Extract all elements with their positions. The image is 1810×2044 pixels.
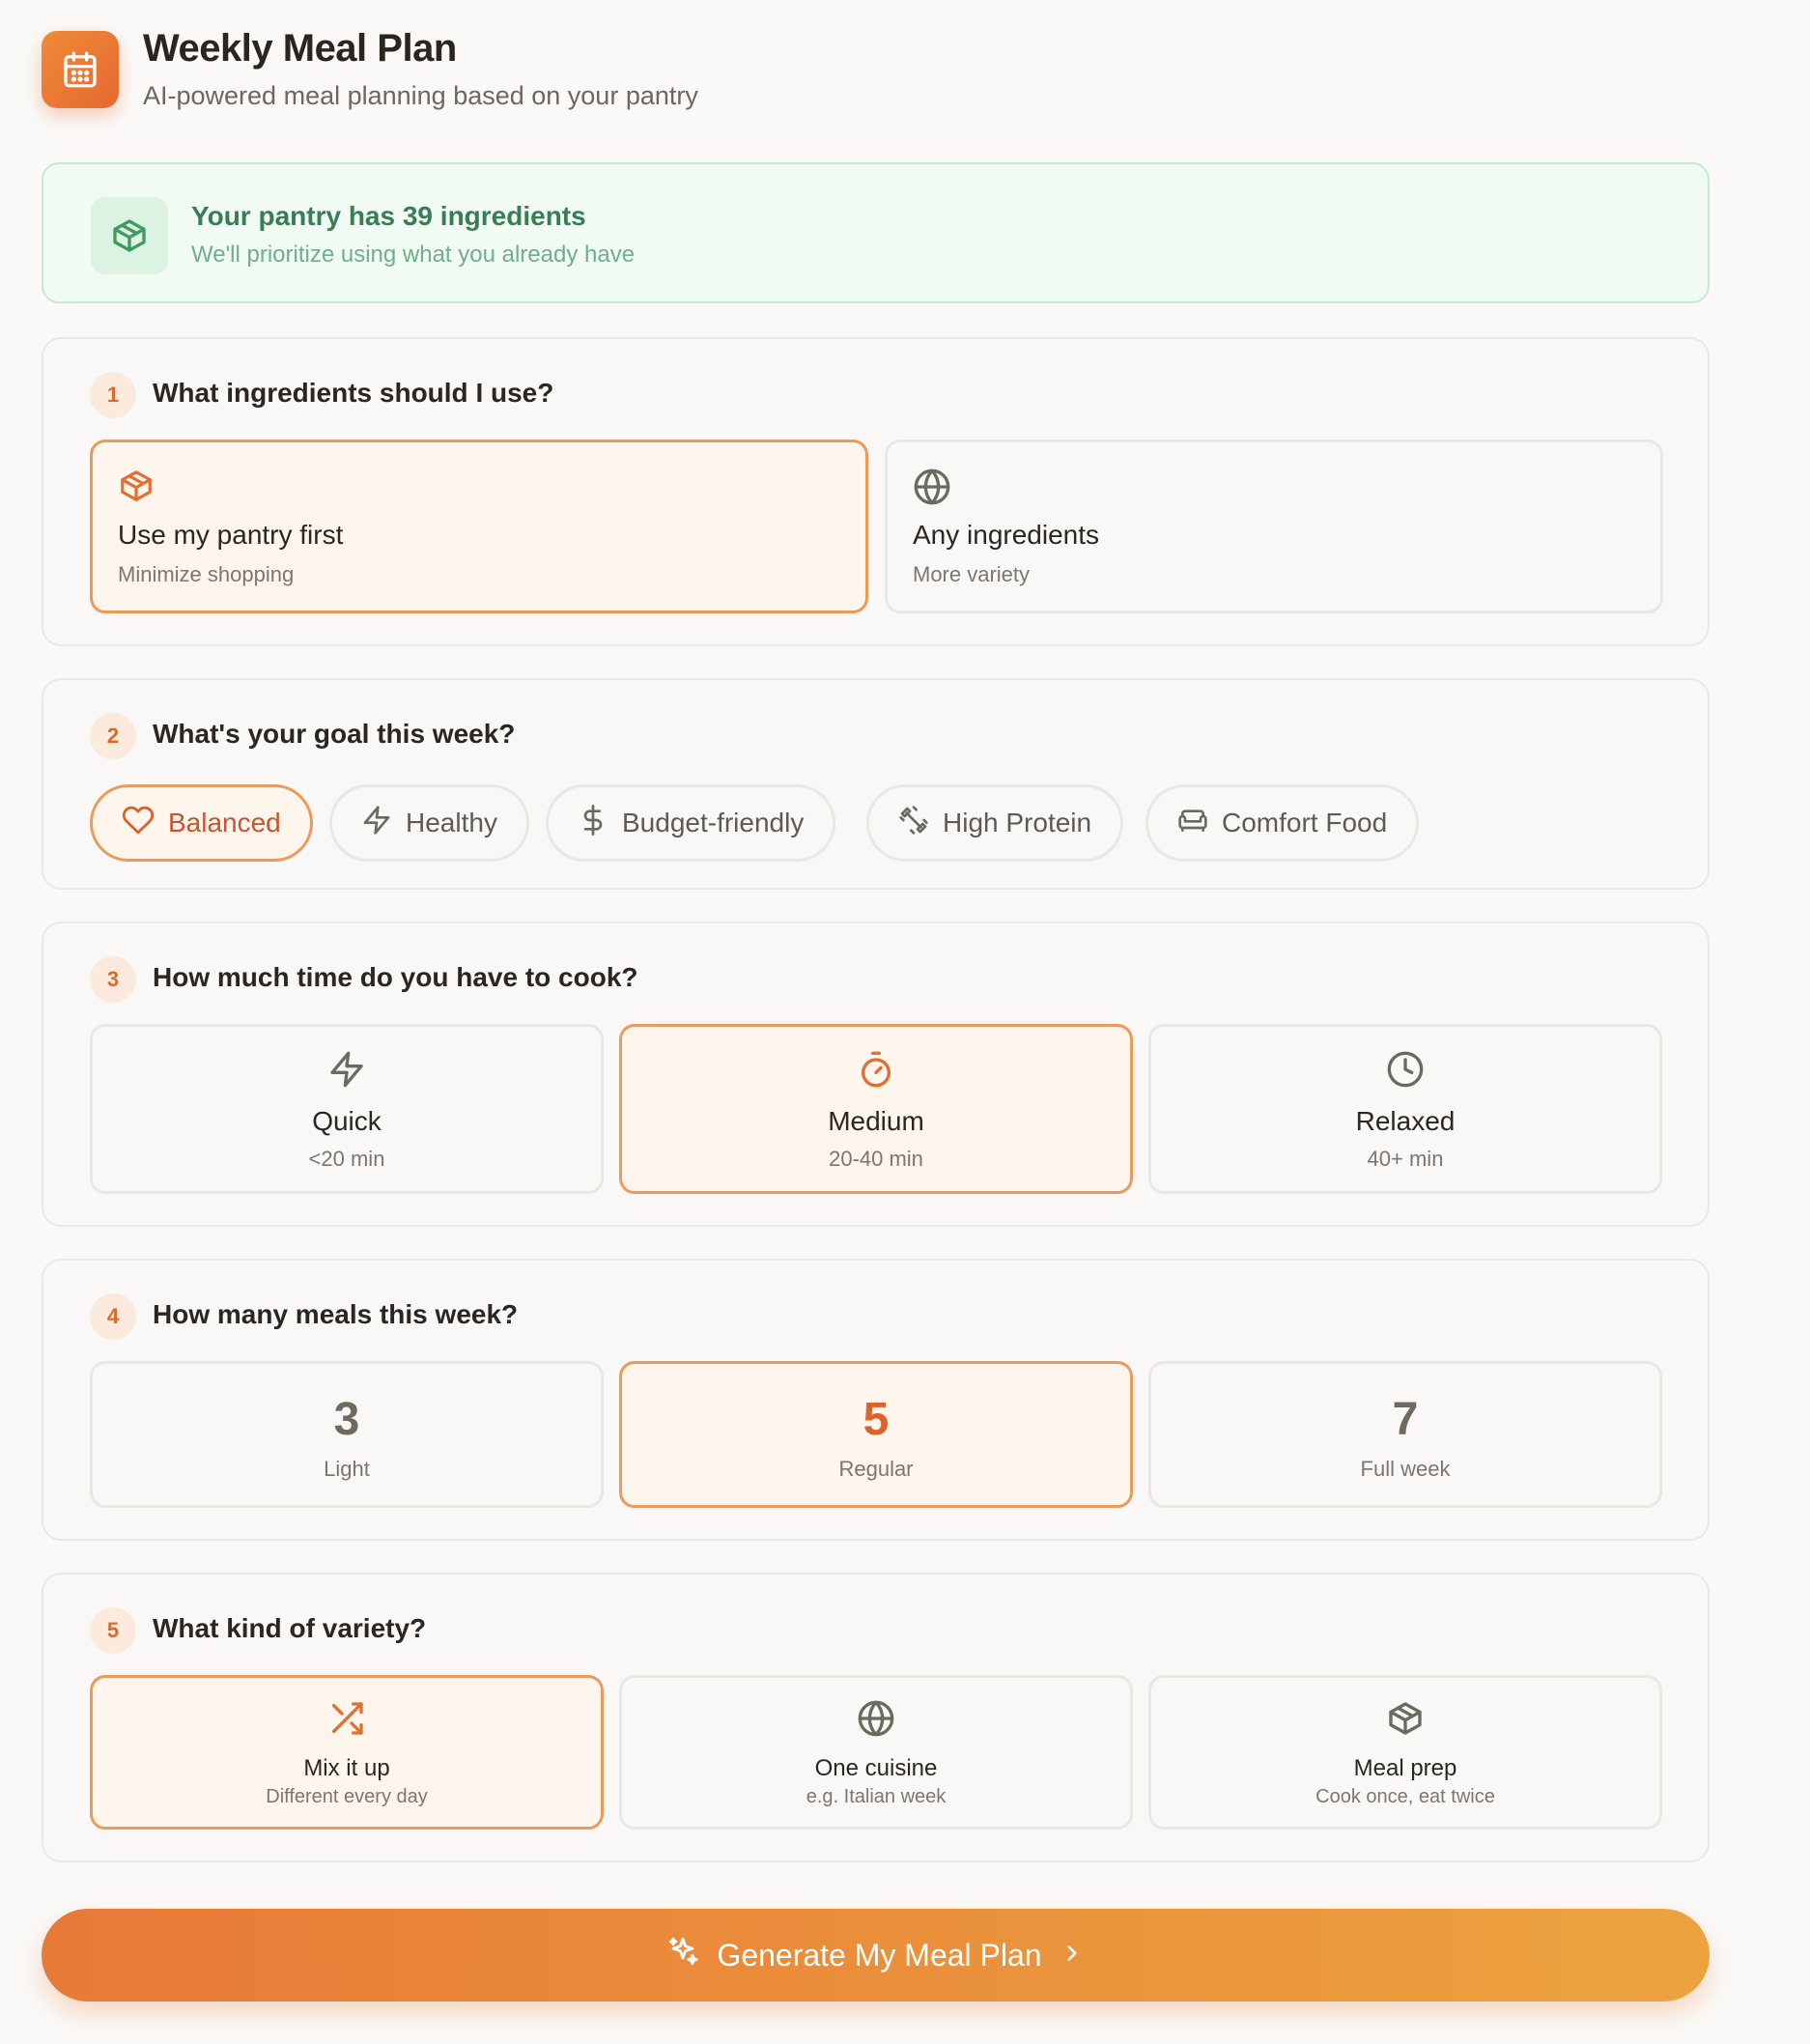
step-2-card: [42, 678, 1710, 890]
pantry-title: Your pantry has 39 ingredients: [191, 201, 586, 231]
step-number: 4: [90, 1293, 136, 1340]
option-sub: Full week: [1360, 1457, 1451, 1481]
option-label: Relaxed: [1355, 1106, 1456, 1136]
heart-icon: [122, 804, 155, 843]
goal-budget-friendly-pill[interactable]: [546, 784, 835, 862]
globe-icon: [913, 468, 951, 511]
generate-meal-plan-button[interactable]: [42, 1909, 1710, 2001]
step-3-card: [42, 922, 1710, 1227]
step-question: How many meals this week?: [153, 1299, 519, 1329]
pill-label: High Protein: [943, 808, 1092, 837]
sparkles-icon: [666, 1935, 699, 1975]
option-label: Any ingredients: [913, 520, 1100, 550]
option-sub: <20 min: [308, 1147, 385, 1171]
step-number: 5: [90, 1607, 136, 1654]
step-number: 2: [90, 713, 136, 759]
option-sub: Minimize shopping: [118, 562, 295, 586]
step-number: 3: [90, 956, 136, 1003]
option-sub: Cook once, eat twice: [1315, 1786, 1495, 1807]
variety-meal-prep-option[interactable]: [1148, 1675, 1662, 1830]
option-sub: 20-40 min: [829, 1147, 923, 1171]
meal-count: 5: [863, 1394, 890, 1445]
option-sub: Different every day: [266, 1786, 428, 1807]
option-label: Use my pantry first: [118, 520, 344, 550]
chevron-right-icon: [1060, 1938, 1085, 1973]
package-icon: [1151, 1699, 1659, 1738]
goal-balanced-pill[interactable]: [90, 784, 313, 862]
variety-mix-it-up-option[interactable]: [90, 1675, 604, 1830]
step-4-card: [42, 1259, 1710, 1541]
meal-count: 7: [1392, 1394, 1419, 1445]
option-label: Meal prep: [1353, 1755, 1457, 1781]
option-sub: e.g. Italian week: [806, 1786, 947, 1807]
dollar-icon: [578, 805, 608, 842]
timer-icon: [622, 1050, 1130, 1089]
time-quick-option[interactable]: [90, 1024, 604, 1194]
shuffle-icon: [93, 1699, 601, 1738]
step-question: What kind of variety?: [153, 1613, 427, 1643]
goal-healthy-pill[interactable]: [329, 784, 529, 862]
option-sub: Light: [324, 1457, 370, 1481]
option-use-pantry-first[interactable]: [90, 440, 868, 613]
step-question: What's your goal this week?: [153, 719, 516, 749]
option-label: One cuisine: [814, 1755, 938, 1781]
step-1-card: [42, 337, 1710, 646]
option-any-ingredients[interactable]: [885, 440, 1663, 613]
option-sub: More variety: [913, 562, 1031, 586]
variety-one-cuisine-option[interactable]: [619, 1675, 1133, 1830]
package-icon: [91, 197, 168, 274]
lightning-icon: [93, 1050, 601, 1089]
goal-high-protein-pill[interactable]: [866, 784, 1123, 862]
clock-icon: [1151, 1050, 1659, 1089]
meals-3-option[interactable]: [90, 1361, 604, 1508]
option-label: Medium: [828, 1106, 924, 1136]
step-question: What ingredients should I use?: [153, 378, 554, 408]
meal-count: 3: [333, 1394, 360, 1445]
meals-7-option[interactable]: [1148, 1361, 1662, 1508]
page-title: Weekly Meal Plan: [143, 27, 457, 70]
step-number: 1: [90, 372, 136, 418]
pill-label: Balanced: [168, 808, 281, 837]
meals-5-option[interactable]: [619, 1361, 1133, 1508]
option-sub: 40+ min: [1367, 1147, 1444, 1171]
package-icon: [118, 468, 155, 509]
pill-label: Healthy: [406, 808, 497, 837]
sofa-icon: [1177, 805, 1208, 842]
pantry-subtitle: We'll prioritize using what you already have: [191, 241, 636, 268]
time-relaxed-option[interactable]: [1148, 1024, 1662, 1194]
goal-comfort-food-pill[interactable]: [1145, 784, 1419, 862]
option-label: Mix it up: [303, 1755, 390, 1781]
pantry-banner: [42, 162, 1710, 303]
option-label: Quick: [312, 1106, 382, 1136]
step-5-card: [42, 1573, 1710, 1862]
globe-icon: [622, 1699, 1130, 1738]
generate-button-label: Generate My Meal Plan: [717, 1937, 1042, 1973]
pill-label: Comfort Food: [1222, 808, 1388, 837]
time-medium-option[interactable]: [619, 1024, 1133, 1194]
dumbbell-icon: [898, 805, 929, 842]
lightning-icon: [361, 805, 392, 842]
calendar-icon: [42, 31, 119, 108]
pill-label: Budget-friendly: [622, 808, 805, 837]
page-subtitle: AI-powered meal planning based on your pantry: [143, 81, 698, 110]
step-question: How much time do you have to cook?: [153, 962, 638, 992]
option-sub: Regular: [838, 1457, 914, 1481]
